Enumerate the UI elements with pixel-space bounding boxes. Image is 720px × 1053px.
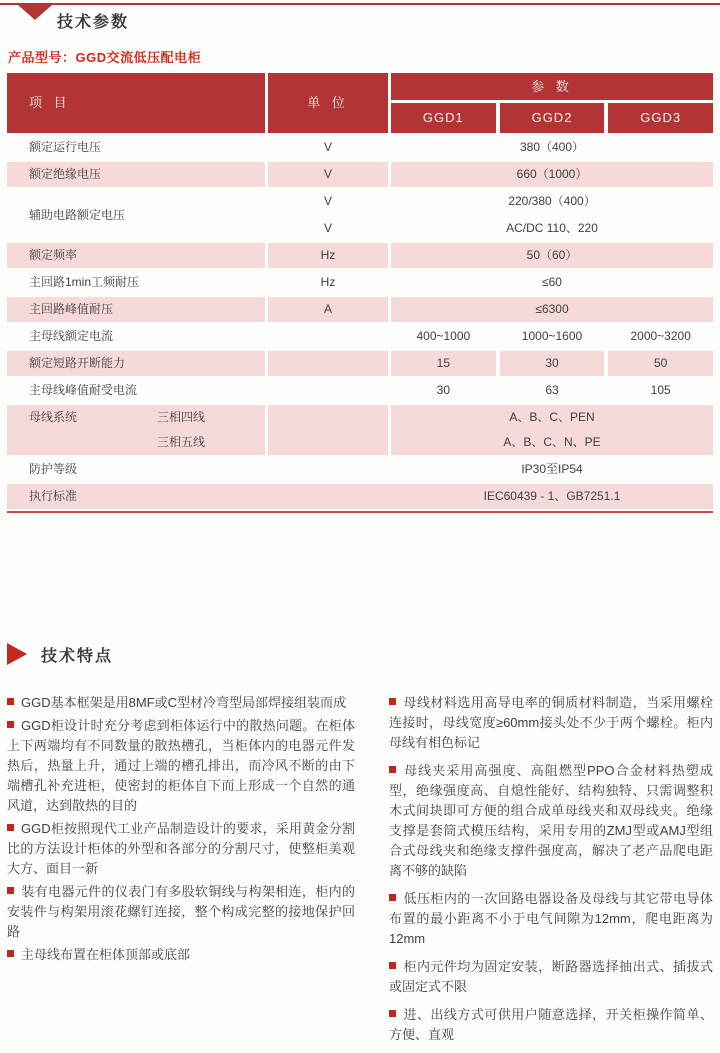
feature-item	[7, 882, 355, 942]
feature-text: GGD基本框架是用8MF或C型材冷弯型局部焊接组装而成	[21, 695, 347, 710]
features-columns	[7, 693, 713, 1053]
bullet-square-icon	[389, 894, 396, 901]
model-values	[391, 351, 713, 376]
model-header: GGD1	[391, 103, 496, 133]
table-row	[7, 135, 713, 160]
row-unit: V	[323, 194, 332, 208]
model-value: 400~1000	[416, 329, 471, 343]
row-item-label: 主回路1min工频耐压	[29, 275, 140, 289]
table-row	[7, 189, 713, 241]
model-value: 105	[650, 383, 671, 397]
triangle-right-icon	[7, 643, 27, 665]
model-value: 50	[608, 351, 713, 376]
model-values	[391, 324, 713, 349]
model-header: GGD3	[608, 103, 713, 133]
bullet-square-icon	[7, 721, 14, 728]
row-unit: V	[323, 221, 332, 235]
row-unit: V	[268, 162, 388, 187]
table-row	[7, 297, 713, 322]
busbar-value-line: A、B、C、PEN	[509, 410, 595, 424]
row-item-label: 额定频率	[7, 243, 265, 268]
row-value: 50（60）	[391, 243, 713, 268]
bullet-square-icon	[389, 766, 396, 773]
spec-table	[7, 73, 713, 513]
feature-item	[389, 761, 713, 881]
spec-table-rows	[7, 135, 713, 509]
section-title-tech-params: 技术参数	[57, 14, 130, 31]
row-subline	[268, 216, 713, 241]
table-row	[7, 324, 713, 349]
feature-item	[389, 1005, 713, 1045]
model-value: 30	[436, 383, 451, 397]
row-value: ≤60	[542, 275, 562, 289]
feature-text: 装有电器元件的仪表门有多股软铜线与构架相连，柜内的安装件与构架用滚花螺钉连接，整个构成完整的接地保护回路	[7, 884, 355, 939]
row-value: ≤6300	[391, 297, 713, 322]
table-bottom-line	[7, 511, 713, 513]
bullet-square-icon	[389, 698, 396, 705]
table-row	[7, 270, 713, 295]
bullet-square-icon	[7, 698, 14, 705]
table-row	[7, 378, 713, 403]
feature-item	[7, 693, 355, 713]
feature-text: 低压柜内的一次回路电器设备及母线与其它带电导体布置的最小距离不小于电气间隙为12mm，爬电距离为12mm	[389, 891, 713, 946]
feature-item	[7, 945, 355, 965]
feature-text: 母线材料选用高导电率的铜质材料制造，当采用螺栓连接时，母线宽度≥60mm接头处不少于两个螺栓。柜内母线有相色标记	[389, 695, 713, 750]
bullet-square-icon	[389, 1010, 396, 1017]
row-unit: Hz	[268, 243, 388, 268]
row-item-label	[7, 405, 265, 455]
model-value: 15	[391, 351, 496, 376]
row-item-label: 辅助电路额定电压	[29, 208, 126, 222]
row-item-label: 执行标准	[29, 489, 78, 503]
feature-item	[7, 819, 355, 879]
feature-text: 主母线布置在柜体顶部或底部	[21, 947, 191, 962]
features-right	[389, 693, 713, 1053]
features-left	[7, 693, 355, 1053]
feature-item	[389, 957, 713, 997]
feature-text: GGD柜按照现代工业产品制造设计的要求，采用黄金分割比的方法设计柜体的外型和各部分的分割尺寸，使整柜美观大方、面目一新	[7, 821, 355, 876]
feature-text: 柜内元件均为固定安装，断路器选择抽出式、插拔式或固定式不限	[389, 959, 713, 994]
full-width-cell	[7, 484, 713, 509]
col-header-param: 参 数	[391, 73, 713, 100]
model-value: 63	[545, 383, 559, 397]
row-value: 660（1000）	[391, 162, 713, 187]
row-value: 380（400）	[519, 140, 585, 154]
row-value: 220/380（400）	[508, 194, 596, 208]
feature-item	[7, 716, 355, 816]
row-item-label: 主回路峰值耐压	[7, 297, 265, 322]
table-row	[7, 405, 713, 455]
feature-item	[389, 693, 713, 753]
bullet-square-icon	[7, 824, 14, 831]
col-header-params-group	[391, 73, 713, 133]
col-header-unit: 单 位	[268, 73, 388, 133]
table-row	[7, 484, 713, 509]
feature-item	[389, 889, 713, 949]
table-row	[7, 457, 713, 482]
table-header-row	[7, 73, 713, 133]
table-row	[7, 162, 713, 187]
product-model-label: 产品型号：GGD交流低压配电柜	[8, 50, 202, 65]
row-unit	[268, 378, 388, 403]
busbar-value-line: A、B、C、N、PE	[503, 435, 601, 449]
bullet-square-icon	[389, 962, 396, 969]
model-value: 2000~3200	[630, 329, 691, 343]
row-subline	[268, 189, 713, 214]
features-section	[7, 641, 713, 1053]
row-value	[391, 405, 713, 455]
feature-text: GGD柜设计时充分考虑到柜体运行中的散热问题。在柜体上下两端均有不同数量的散热槽孔，当柜体内的电器元件发热后，热量上升，通过上端的槽孔排出，而冷风不断的由下端槽孔补充进柜，使密封的柜体自下而上形成一个自然的通风道，达到散热的目的	[7, 718, 355, 813]
model-headers	[391, 103, 713, 133]
col-header-item: 项 目	[7, 73, 265, 133]
busbar-label: 母线系统	[29, 410, 78, 424]
busbar-sublabel: 三相四线	[157, 410, 206, 424]
top-divider-line	[0, 3, 720, 5]
row-unit: Hz	[320, 275, 336, 289]
feature-text: 母线夹采用高强度、高阻燃型PPO合金材料热塑成型，绝缘强度高、自熄性能好、结构独特、只需调整积木式间块即可方便的组合成单母线夹和双母线夹。绝缘支撑是套筒式模压结构，采用专用的ZMJ型或AMJ型组合式母线夹和绝缘支撑件强度高，解决了老产品爬电距离不够的缺陷	[389, 763, 713, 878]
model-header: GGD2	[500, 103, 605, 133]
table-row	[7, 243, 713, 268]
full-width-cell	[7, 457, 713, 482]
section-title-tech-features: 技术特点	[41, 647, 114, 665]
row-unit	[268, 351, 388, 376]
row-value: IEC60439 - 1、GB7251.1	[483, 489, 621, 503]
row-item-label: 额定绝缘电压	[7, 162, 265, 187]
row-unit: V	[323, 140, 332, 154]
bullet-square-icon	[7, 950, 14, 957]
row-item-label: 主母线峰值耐受电流	[29, 383, 138, 397]
table-row	[7, 351, 713, 376]
row-value: AC/DC 110、220	[506, 221, 598, 235]
row-unit: A	[268, 297, 388, 322]
row-value: IP30至IP54	[521, 462, 583, 476]
triangle-down-icon	[18, 5, 52, 20]
row-item-label: 主母线额定电流	[29, 329, 114, 343]
busbar-sublabel: 三相五线	[157, 435, 206, 449]
row-item-label: 额定运行电压	[29, 140, 102, 154]
model-value: 30	[500, 351, 605, 376]
features-header	[7, 641, 713, 667]
row-item-label: 防护等级	[29, 462, 78, 476]
row-line-stack	[268, 189, 713, 241]
row-unit	[268, 324, 388, 349]
model-values	[391, 378, 713, 403]
model-value: 1000~1600	[521, 329, 583, 343]
bullet-square-icon	[7, 887, 14, 894]
row-item-label: 额定短路开断能力	[7, 351, 265, 376]
row-unit	[268, 405, 388, 455]
feature-text: 进、出线方式可供用户随意选择，开关柜操作简单、方便、直观	[389, 1007, 713, 1042]
